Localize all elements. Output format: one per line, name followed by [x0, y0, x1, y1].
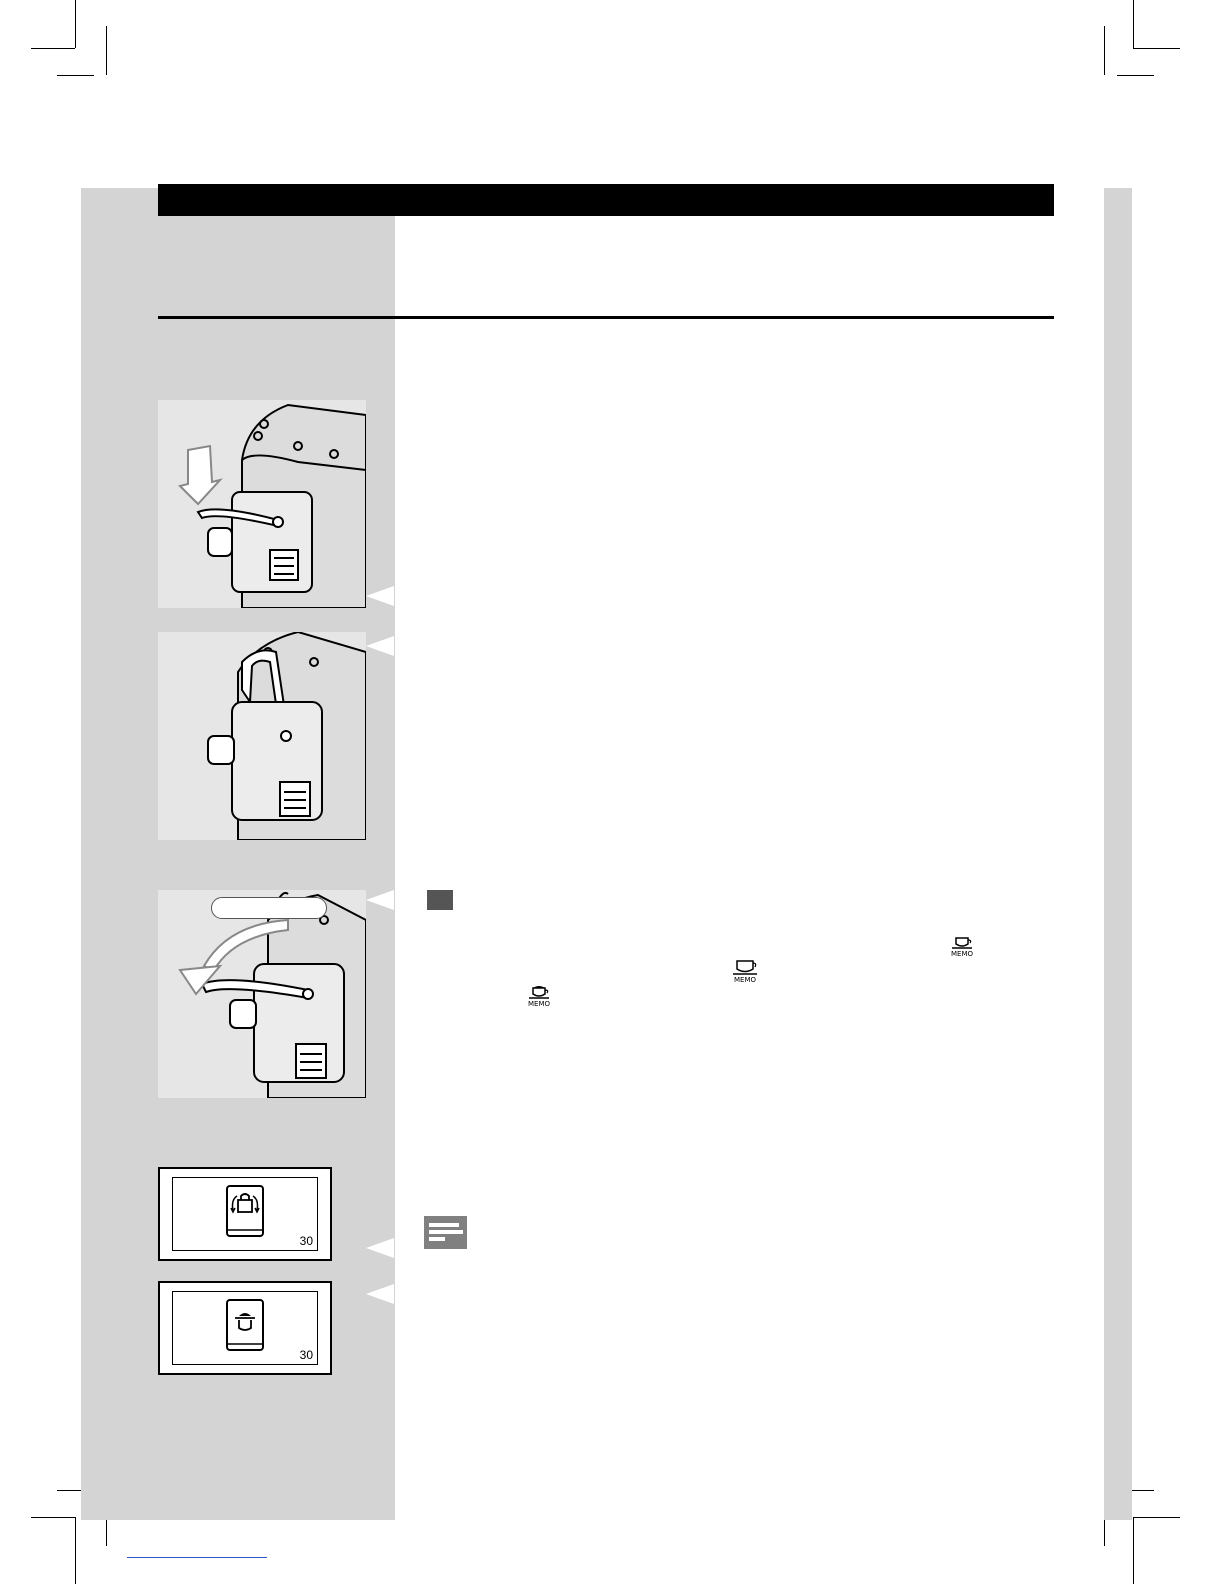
crop-mark — [1104, 26, 1105, 75]
right-edge-column — [1104, 188, 1132, 1520]
crop-mark — [1133, 1517, 1180, 1518]
cappuccino-cup-icon — [524, 984, 554, 1000]
note-icon-line — [429, 1223, 459, 1227]
display-screen-inner — [172, 1291, 318, 1365]
illustration-lever-raised — [158, 632, 366, 840]
crop-mark — [31, 48, 75, 49]
coffee-memo-icon — [730, 960, 760, 984]
crop-mark — [75, 0, 76, 48]
espresso-cup-icon — [947, 936, 977, 950]
crop-mark — [1133, 48, 1180, 49]
crop-mark — [75, 1517, 76, 1584]
callout-pointer — [366, 586, 394, 606]
illustration-turn-lever-down — [158, 890, 366, 1098]
cappuccino-memo-icon — [524, 984, 554, 1008]
crop-mark — [1117, 75, 1154, 76]
title-rule — [158, 316, 1054, 319]
crop-mark — [1133, 0, 1134, 48]
coffee-cup-icon — [730, 960, 760, 976]
display-number: 30 — [299, 1234, 313, 1248]
machine-lever-pressed-drawing — [158, 400, 366, 608]
crop-mark — [31, 1517, 75, 1518]
display-screen-inner — [172, 1177, 318, 1251]
memo-label: MEMO — [527, 1000, 550, 1008]
note-icon-line — [429, 1237, 445, 1241]
callout-pointer — [366, 636, 394, 656]
crop-mark — [1133, 1517, 1134, 1584]
step-square-icon — [427, 890, 453, 910]
espresso-memo-icon — [947, 936, 977, 958]
callout-pointer — [366, 890, 394, 910]
memo-label: MEMO — [733, 976, 756, 984]
memo-label: MEMO — [950, 950, 973, 958]
illustration-label-pill — [211, 897, 327, 919]
header-bar — [158, 184, 1054, 216]
illustration-press-lever-down — [158, 400, 366, 608]
machine-lever-raised-drawing — [158, 632, 366, 840]
dispenser-cup-icon — [225, 1298, 265, 1352]
machine-lever-turn-drawing — [158, 890, 366, 1098]
link-underline — [127, 1557, 267, 1558]
dispenser-turn-icon — [225, 1184, 265, 1238]
note-icon — [424, 1216, 467, 1249]
crop-mark — [57, 75, 94, 76]
callout-pointer — [366, 1238, 394, 1258]
page-title-block — [396, 220, 1054, 316]
display-screen — [158, 1281, 332, 1375]
callout-pointer — [366, 1284, 394, 1304]
crop-mark — [106, 26, 107, 75]
display-screen — [158, 1167, 332, 1261]
display-number: 30 — [299, 1348, 313, 1362]
note-icon-line — [429, 1230, 463, 1234]
